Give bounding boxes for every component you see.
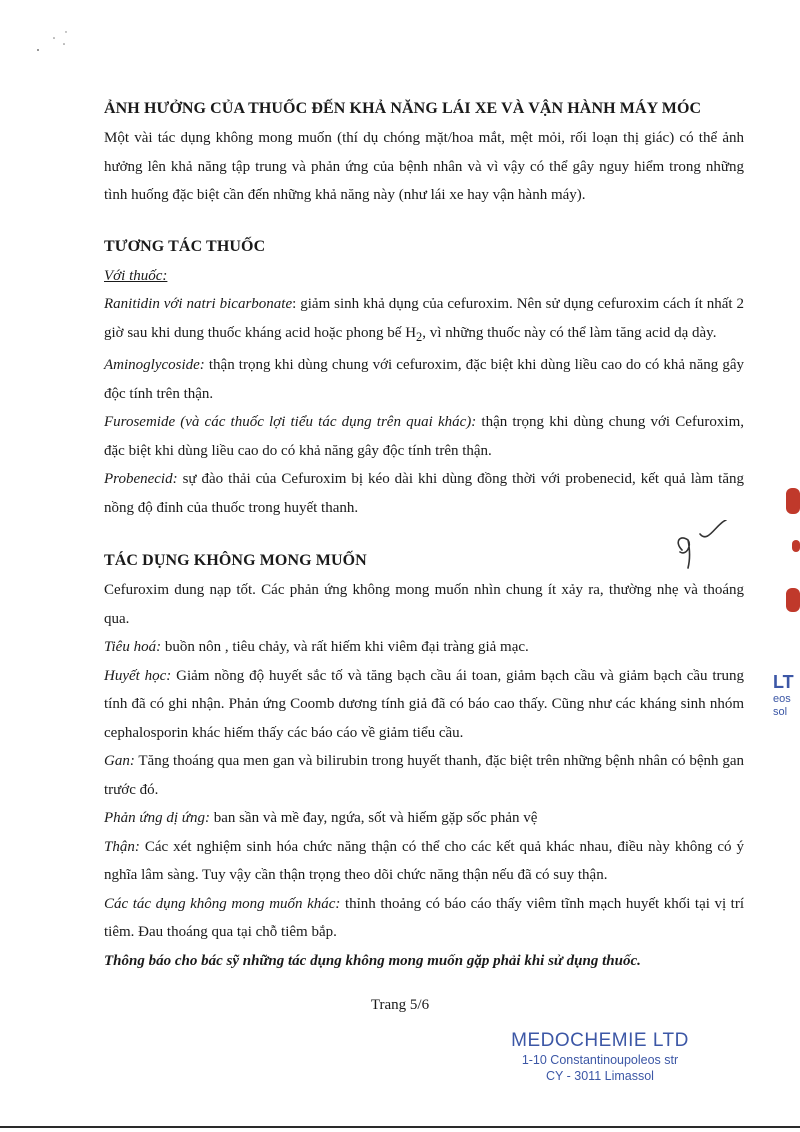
side-company-stamp-fragment <box>773 672 800 719</box>
kidney-label: Thận: <box>104 838 140 855</box>
red-stamp-fragment-1 <box>786 488 800 514</box>
red-stamp-fragment-2 <box>792 540 800 552</box>
section-title-adverse-effects: TÁC DỤNG KHÔNG MONG MUỐN <box>104 552 367 569</box>
aminoglycoside-paragraph <box>104 351 744 408</box>
interactions-subheading <box>104 262 744 291</box>
liver-text: Tăng thoáng qua men gan và bilirubin trong huyết thanh, đặc biệt trên những bệnh nhân có bệnh gan trước đó. <box>104 753 744 798</box>
gi-text: buồn nôn , tiêu chảy, và rất hiếm khi viêm đại tràng giả mạc. <box>161 639 529 655</box>
other-effects-text: thỉnh thoảng có báo cáo thấy viêm tĩnh mạch huyết khối tại vị trí tiêm. Đau thoáng qua tại chỗ tiêm bắp. <box>104 895 744 940</box>
side-stamp-line-1: LT <box>773 672 794 692</box>
ranitidine-paragraph <box>104 290 744 351</box>
with-drugs-label: Với thuốc: <box>104 267 168 284</box>
section-title-interactions: TƯƠNG TÁC THUỐC <box>104 237 266 255</box>
furosemide-paragraph <box>104 408 744 465</box>
probenecid-label: Probenecid: <box>104 471 178 487</box>
gi-label: Tiêu hoá: <box>104 639 162 655</box>
other-effects-paragraph <box>104 890 744 947</box>
bottom-scan-edge <box>0 1126 800 1128</box>
scan-speck-marks <box>28 28 78 58</box>
page-number: Trang 5/6 <box>370 997 430 1013</box>
side-stamp-line-3: sol <box>773 706 788 718</box>
stamp-address-line-2: CY - 3011 Limassol <box>546 1069 654 1083</box>
hematology-paragraph <box>104 662 744 748</box>
furosemide-text: thận trọng khi dùng chung với Cefuroxim, đặc biệt khi dùng liều cao do có khả năng gây độc tính trên thận. <box>104 414 744 459</box>
allergy-label: Phản ứng dị ứng: <box>104 810 210 826</box>
ranitidine-subscript: 2 <box>416 329 423 344</box>
notice-text: Thông báo cho bác sỹ những tác dụng không mong muốn gặp phải khi sử dụng thuốc. <box>104 952 641 969</box>
ranitidine-text-1: : giảm sinh khả dụng của cefuroxim. Nên sử dụng cefuroxim cách ít nhất 2 giờ sau khi dung thuốc kháng acid hoặc phong bế H <box>104 296 745 341</box>
kidney-paragraph <box>104 833 744 890</box>
ranitidine-text-2: , vì những thuốc này có thể làm tăng acid dạ dày. <box>422 324 717 341</box>
allergy-text: ban sần và mề đay, ngứa, sốt và hiếm gặp sốc phản vệ <box>209 810 538 826</box>
hematology-text: Giảm nồng độ huyết sắc tố và tăng bạch cầu ái toan, giảm bạch cầu và giảm bạch cầu trung tính đã có ghi nhận. Phản ứng Coomb dương tính giả đã có báo cao thấy. Cũng như các kháng sinh nhóm cephalosporin khác hiếm thấy các báo cáo về giảm tiểu cầu. <box>104 667 745 741</box>
aminoglycoside-label: Aminoglycoside: <box>104 357 205 373</box>
section-title-driving: ẢNH HƯỞNG CỦA THUỐC ĐẾN KHẢ NĂNG LÁI XE VÀ VẬN HÀNH MÁY MÓC <box>104 100 702 117</box>
adverse-intro-paragraph: Cefuroxim dung nạp tốt. Các phản ứng không mong muốn nhìn chung ít xảy ra, thường nhẹ và thoáng qua. <box>104 582 744 627</box>
notice-paragraph <box>104 947 744 976</box>
red-stamp-fragment-3 <box>786 588 800 612</box>
aminoglycoside-text: thận trọng khi dùng chung với cefuroxim, đặc biệt khi dùng liều cao do có khả năng gây độc tính trên thận. <box>104 357 744 402</box>
probenecid-text: sự đào thải của Cefuroxim bị kéo dài khi dùng đồng thời với probenecid, kết quả làm tăng nồng độ đỉnh của thuốc trong huyết thanh. <box>104 471 744 516</box>
document-body <box>104 100 744 975</box>
side-stamp-line-2: eos <box>773 693 791 705</box>
liver-paragraph <box>104 747 744 804</box>
company-stamp <box>500 1030 700 1084</box>
stamp-address-line-1: 1-10 Constantinoupoleos str <box>521 1053 679 1067</box>
furosemide-label: Furosemide (và các thuốc lợi tiểu tác dụng trên quai khác): <box>104 414 477 430</box>
probenecid-paragraph <box>104 465 744 522</box>
ranitidine-label: Ranitidin với natri bicarbonate <box>104 296 293 312</box>
driving-paragraph: Một vài tác dụng không mong muốn (thí dụ chóng mặt/hoa mắt, mệt mỏi, rối loạn thị giác) có thể ảnh hưởng lên khả năng tập trung và phản ứng của bệnh nhân và vì vậy có thể gây nguy hiểm trong những tình huống đặc biệt cần đến những khả năng này (như lái xe hay vận hành máy). <box>104 130 744 203</box>
handwritten-initial-signature <box>660 520 730 570</box>
other-effects-label: Các tác dụng không mong muốn khác: <box>104 895 341 912</box>
gi-paragraph <box>104 633 744 662</box>
kidney-text: Các xét nghiệm sinh hóa chức năng thận có thể cho các kết quả khác nhau, điều này không có ý nghĩa lâm sàng. Tuy vậy cần thận trọng theo dõi chức năng thận nếu đã có suy thận. <box>104 838 744 883</box>
hematology-label: Huyết học: <box>104 667 172 684</box>
allergy-paragraph <box>104 804 744 833</box>
stamp-company-name: MEDOCHEMIE LTD <box>511 1030 689 1051</box>
liver-label: Gan: <box>104 753 135 769</box>
